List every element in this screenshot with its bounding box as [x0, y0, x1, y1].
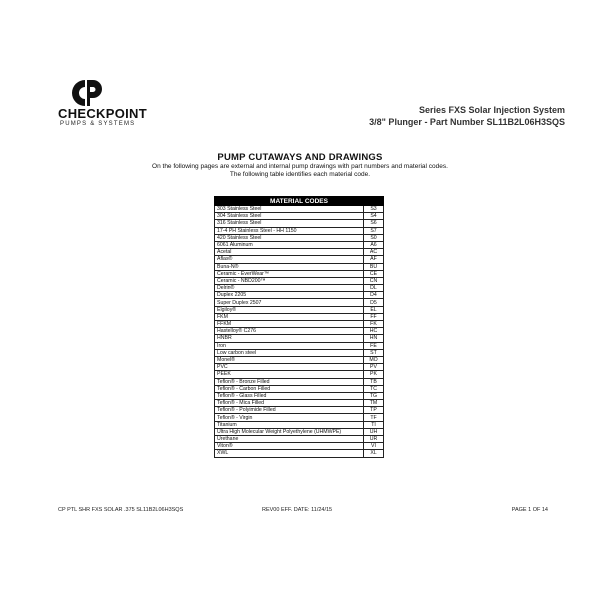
material-name: HNBR: [215, 335, 364, 342]
table-row: [215, 321, 384, 328]
material-name: Viton®: [215, 443, 364, 450]
table-row: [215, 378, 384, 385]
footer-document-id: CP PTL SHR FXS SOLAR .375 SL11B2L06H3SQS: [58, 507, 184, 513]
material-code: VI: [364, 443, 384, 450]
material-code: DL: [364, 285, 384, 292]
footer-revision: REV00 EFF. DATE: 11/24/15: [262, 507, 333, 513]
table-row: [215, 328, 384, 335]
footer-page-number: PAGE 1 OF 14: [511, 507, 548, 513]
material-name: XWL: [215, 450, 364, 457]
table-row: [215, 220, 384, 227]
material-code: AF: [364, 256, 384, 263]
table-row: [215, 292, 384, 299]
table-row: [215, 206, 384, 213]
material-code: CN: [364, 277, 384, 284]
table-row: [215, 256, 384, 263]
material-name: FKM: [215, 313, 364, 320]
material-code: TF: [364, 414, 384, 421]
material-code: TI: [364, 421, 384, 428]
material-codes-body: [215, 206, 384, 458]
table-row: [215, 306, 384, 313]
material-code: HC: [364, 328, 384, 335]
table-header: MATERIAL CODES: [215, 197, 384, 206]
logo-wordmark: CHECKPOINT: [58, 106, 147, 121]
page-title: PUMP CUTAWAYS AND DRAWINGS: [217, 152, 383, 163]
table-row: [215, 277, 384, 284]
material-code: XL: [364, 450, 384, 457]
table-row: [215, 392, 384, 399]
material-code: HN: [364, 335, 384, 342]
table-row: [215, 313, 384, 320]
part-number-line: 3/8" Plunger - Part Number SL11B2L06H3SQS: [369, 117, 565, 127]
material-code: PK: [364, 371, 384, 378]
material-name: Aflas®: [215, 256, 364, 263]
table-row: [215, 428, 384, 435]
material-name: Teflon® - Glass Filled: [215, 392, 364, 399]
material-code: EL: [364, 306, 384, 313]
series-title: Series FXS Solar Injection System: [418, 105, 565, 115]
intro-line-2: The following table identifies each material code.: [229, 171, 371, 178]
material-name: Teflon® - Virgin: [215, 414, 364, 421]
material-code: D5: [364, 299, 384, 306]
material-codes-table: [214, 196, 384, 458]
material-code: TG: [364, 392, 384, 399]
material-code: S3: [364, 206, 384, 213]
material-name: Super Duplex 2507: [215, 299, 364, 306]
material-name: Iron: [215, 342, 364, 349]
material-name: Teflon® - Carbon Filled: [215, 385, 364, 392]
material-name: FFKM: [215, 321, 364, 328]
material-name: Duplex 2205: [215, 292, 364, 299]
material-name: 316 Stainless Steel: [215, 220, 364, 227]
material-code: ST: [364, 349, 384, 356]
material-name: PVC: [215, 364, 364, 371]
material-code: UH: [364, 428, 384, 435]
material-name: Ceramic - NBD200™: [215, 277, 364, 284]
material-name: Teflon® - Polyimide Filled: [215, 407, 364, 414]
material-code: D4: [364, 292, 384, 299]
table-row: [215, 234, 384, 241]
table-header-row: [215, 197, 384, 206]
table-row: [215, 285, 384, 292]
material-name: Hastelloy® C276: [215, 328, 364, 335]
table-row: [215, 436, 384, 443]
material-name: Teflon® - Bronze Filled: [215, 378, 364, 385]
material-name: PEEK: [215, 371, 364, 378]
material-code: AC: [364, 249, 384, 256]
checkpoint-logo: [58, 78, 147, 130]
material-name: 17-4 PH Stainless Steel - HH 1150: [215, 227, 364, 234]
table-row: [215, 450, 384, 457]
material-name: Low carbon steel: [215, 349, 364, 356]
material-code: FF: [364, 313, 384, 320]
material-code: TP: [364, 407, 384, 414]
table-row: [215, 414, 384, 421]
logo-tagline: PUMPS & SYSTEMS: [60, 121, 136, 127]
material-code: MO: [364, 356, 384, 363]
material-name: Acetal: [215, 249, 364, 256]
material-name: Elgiloy®: [215, 306, 364, 313]
checkpoint-logo-icon: [66, 78, 104, 108]
table-row: [215, 385, 384, 392]
material-code: BU: [364, 263, 384, 270]
table-row: [215, 270, 384, 277]
material-code: S4: [364, 213, 384, 220]
table-row: [215, 443, 384, 450]
material-code: S6: [364, 220, 384, 227]
material-code: S0: [364, 234, 384, 241]
table-row: [215, 342, 384, 349]
table-row: [215, 407, 384, 414]
series-heading: [369, 104, 565, 128]
material-name: Delrin®: [215, 285, 364, 292]
table-row: [215, 227, 384, 234]
material-name: Teflon® - Mica Filled: [215, 400, 364, 407]
material-name: Titanium: [215, 421, 364, 428]
intro-line-1: On the following pages are external and internal pump drawings with part numbers and material codes.: [152, 163, 448, 170]
material-code: TB: [364, 378, 384, 385]
table-row: [215, 249, 384, 256]
material-code: TC: [364, 385, 384, 392]
table-row: [215, 241, 384, 248]
table-row: [215, 299, 384, 306]
material-code: S7: [364, 227, 384, 234]
material-name: Monel®: [215, 356, 364, 363]
material-code: UR: [364, 436, 384, 443]
material-name: 303 Stainless Steel: [215, 206, 364, 213]
material-name: Urethane: [215, 436, 364, 443]
material-name: 6061 Aluminum: [215, 241, 364, 248]
material-name: Ceramic - EverWear™: [215, 270, 364, 277]
table-row: [215, 335, 384, 342]
material-code: TM: [364, 400, 384, 407]
table-row: [215, 213, 384, 220]
table-row: [215, 349, 384, 356]
material-code: PV: [364, 364, 384, 371]
table-row: [215, 364, 384, 371]
table-row: [215, 356, 384, 363]
table-row: [215, 400, 384, 407]
material-name: 420 Stainless Steel: [215, 234, 364, 241]
intro-text: [0, 163, 600, 179]
material-code: FK: [364, 321, 384, 328]
table-row: [215, 421, 384, 428]
table-row: [215, 263, 384, 270]
material-code: FE: [364, 342, 384, 349]
material-code: CE: [364, 270, 384, 277]
material-name: 304 Stainless Steel: [215, 213, 364, 220]
material-code: A6: [364, 241, 384, 248]
table-row: [215, 371, 384, 378]
material-name: Buna-N®: [215, 263, 364, 270]
material-name: Ultra High Molecular Weight Polyethylene (UHMWPE): [215, 428, 364, 435]
